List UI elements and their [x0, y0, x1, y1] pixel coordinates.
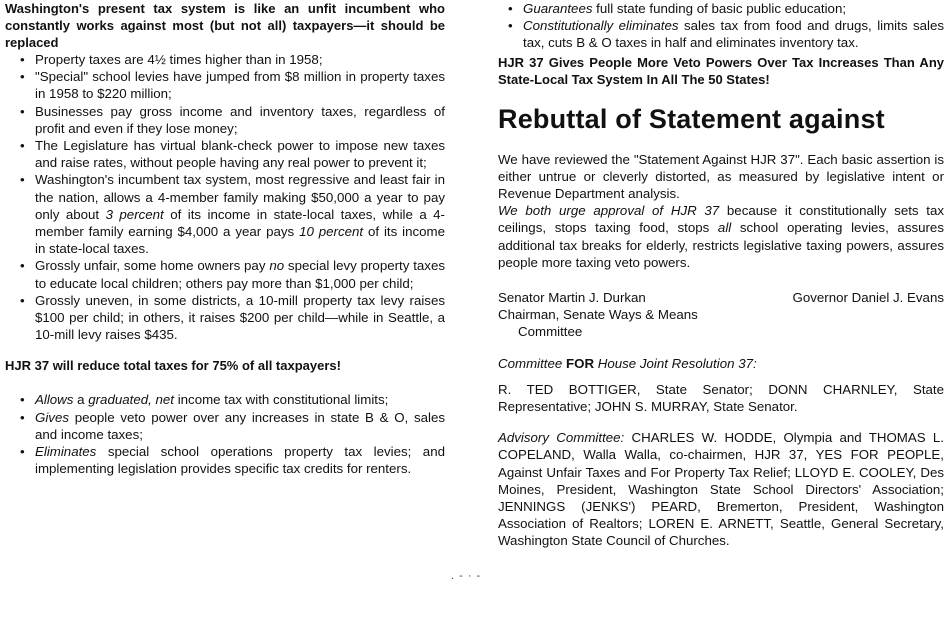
text-run: Washington's incumbent tax system, most regressive and least fair in the nation, allows a 4-member family making $50,000 a year to pay only about [35, 172, 445, 222]
bullet-item [20, 443, 445, 477]
committee-members: R. TED BOTTIGER, State Senator; DONN CHARNLEY, State Representative; JOHN S. MURRAY, State Senator. [498, 381, 944, 415]
bullet-item [20, 137, 445, 171]
text-run: special levy property taxes to educate local children; others pay more than $1,000 per child; [35, 258, 445, 291]
text-run: special school operations property tax levies; and implementing legislation provides specific tax credits for renters. [35, 444, 445, 477]
bullet-item [508, 0, 944, 17]
signature-durkan-title: Chairman, Senate Ways & Means [498, 307, 698, 323]
bullet-item [20, 257, 445, 291]
text-run: full state funding of basic public education; [592, 1, 847, 16]
text-run: Eliminates [35, 444, 97, 460]
bullet-item [20, 171, 445, 257]
committee-for-heading [498, 355, 944, 372]
text-run: Grossly unfair, some home owners pay [35, 258, 270, 274]
bullet-item [20, 391, 445, 408]
text-run: a [73, 392, 89, 408]
advisory-committee [498, 429, 944, 549]
rebuttal-paragraph-2 [498, 202, 944, 271]
committee-for-bold: FOR [565, 355, 595, 371]
right-heading-1: HJR 37 Gives People More Veto Powers Over Tax Increases Than Any State-Local Tax System In All The 50 States! [498, 54, 944, 87]
text-run: Grossly uneven, in some districts, a 10-mill property tax levy raises $100 per child; in others, it raises $200 per child—while in Seattle, a 10-mill levy raises $435. [35, 292, 445, 343]
bullet-icon: • [20, 138, 25, 154]
text-run: school operating levies, assures additional tax breaks for elderly, restricts legislative taxing powers, assures people more taxing veto powers. [498, 220, 944, 270]
text-run: no [269, 258, 285, 274]
bullet-item [508, 17, 944, 51]
bullet-item [20, 68, 445, 102]
rebuttal-title: Rebuttal of Statement against [498, 103, 885, 134]
bullet-icon: • [20, 409, 25, 425]
signature-durkan-name: Senator Martin J. Durkan [498, 290, 646, 306]
text-run: Property taxes are 4½ times higher than in 1958; [35, 52, 323, 67]
bullet-icon: • [20, 258, 25, 274]
text-run: all [717, 220, 732, 236]
text-run: Allows [35, 392, 74, 408]
bullet-item [20, 103, 445, 137]
left-bullet-list-1 [20, 51, 445, 343]
left-heading-2: HJR 37 will reduce total taxes for 75% of all taxpayers! [5, 358, 341, 374]
bullet-icon: • [20, 392, 25, 408]
bullet-icon: • [20, 444, 25, 460]
rebuttal-paragraph-1: We have reviewed the "Statement Against HJR 37". Each basic assertion is either untrue or cleverly distorted, as measured by legislative intent or Revenue Department analysis. [498, 151, 944, 202]
bullet-icon: • [20, 69, 25, 85]
text-run: Businesses pay gross income and inventory taxes, regardless of profit and even if they lose money; [35, 103, 445, 136]
text-run: Gives [35, 409, 69, 425]
bullet-icon: • [508, 18, 513, 34]
text-run: The Legislature has virtual blank-check power to impose new taxes and raise rates, without people having any real power to prevent it; [35, 138, 445, 171]
text-run: people veto power over any increases in state B & O, sales and income taxes; [35, 409, 445, 442]
text-run: Guarantees [523, 1, 593, 16]
text-run: income tax with constitutional limits; [174, 392, 389, 408]
right-bullet-list-1 [508, 0, 944, 52]
text-run: graduated, net [88, 392, 174, 408]
committee-for-pre: Committee [498, 355, 566, 371]
stray-mark: . - · - [451, 570, 482, 582]
text-run: 10 percent [299, 224, 364, 240]
bullet-item [20, 51, 445, 68]
bullet-icon: • [508, 1, 513, 16]
text-run: sales tax from food and drugs, limits sales tax, cuts B & O taxes in half and eliminates inventory tax. [523, 18, 944, 51]
text-run: 3 percent [105, 206, 164, 222]
committee-for-post: House Joint Resolution 37: [594, 355, 757, 371]
left-bullet-list-2 [20, 391, 445, 477]
text-run: of its income in state-local taxes, while a 4-member family earning $4,000 a year pays [35, 206, 445, 240]
bullet-item [20, 292, 445, 344]
text-run: because it constitutionally sets tax ceilings, stops taxing food, stops [498, 203, 945, 236]
bullet-icon: • [20, 52, 25, 67]
text-run: We both urge approval of HJR 37 [498, 203, 720, 219]
left-heading-1: Washington's present tax system is like an unfit incumbent who constantly works against most (but not all) taxpayers—it should be replaced [5, 1, 445, 50]
advisory-label: Advisory Committee: [498, 430, 625, 446]
bullet-icon: • [20, 103, 25, 119]
bullet-icon: • [20, 292, 25, 308]
bullet-item [20, 409, 445, 443]
signature-evans: Governor Daniel J. Evans [792, 290, 944, 306]
signature-durkan-title-2: Committee [518, 324, 583, 340]
signature-durkan [498, 289, 698, 341]
advisory-text: CHARLES W. HODDE, Olympia and THOMAS L. COPELAND, Walla Walla, co-chairmen, HJR 37, YES FOR PEOPLE, Against Unfair Taxes and For Property Tax Relief; LLOYD E. COOLEY, Des Moines, President, Washington State School Directors' Association; JENNINGS (JENKS') PEARD, Bremerton, President, Washington Association of Realtors; LOREN E. ARNETT, Seattle, General Secretary, Washington State Council of Churches. [498, 430, 944, 549]
bullet-icon: • [20, 172, 25, 188]
text-run: of its income in state-local taxes. [35, 224, 445, 257]
signatures [498, 289, 944, 341]
text-run: "Special" school levies have jumped from $8 million in property taxes in 1958 to $220 million; [35, 69, 445, 102]
left-column [5, 0, 445, 477]
text-run: Constitutionally eliminates [523, 18, 679, 34]
right-column [498, 0, 944, 550]
